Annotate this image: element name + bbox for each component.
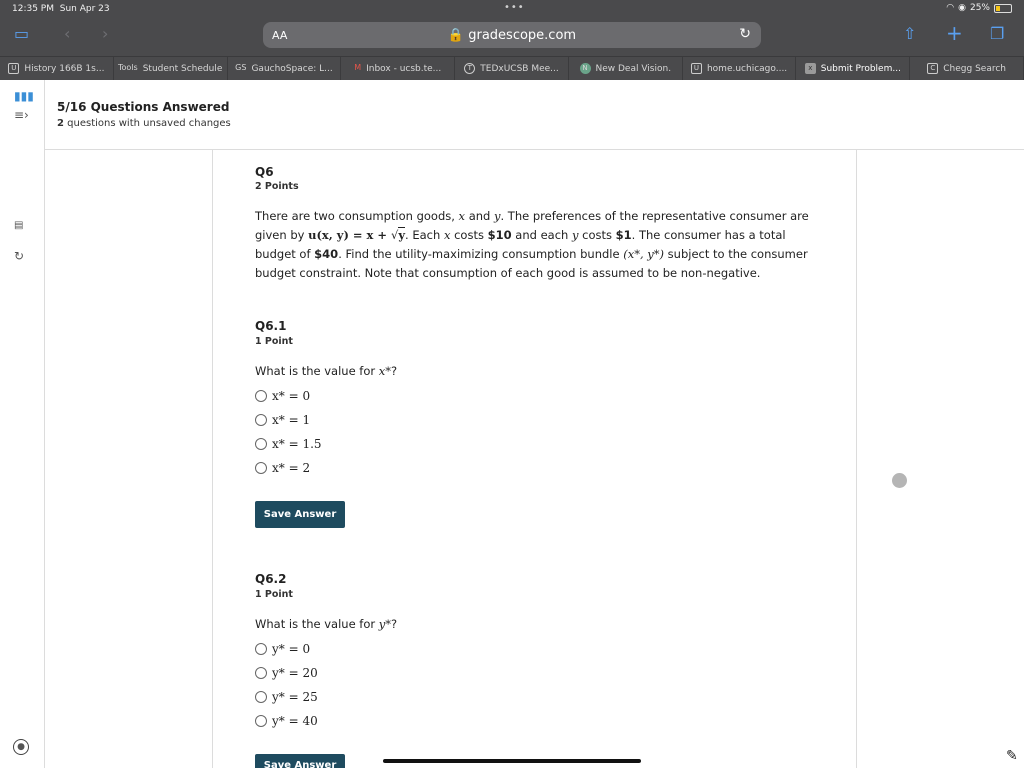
questions-answered: 5/16 Questions Answered — [57, 100, 230, 114]
radio-button[interactable] — [255, 715, 267, 727]
bookmark-student-schedule[interactable]: Tools Student Schedule — [114, 57, 228, 80]
bookmark-icon: GS — [235, 63, 247, 72]
question-panel — [212, 150, 857, 768]
q6-1-prompt: What is the value for x*? — [255, 364, 398, 378]
q6-title: Q6 — [255, 165, 274, 179]
bookmark-gauchospace[interactable]: GS GauchoSpace: L... — [228, 57, 342, 80]
bookmark-icon: Tools — [117, 63, 138, 72]
q6-2-save-button[interactable]: Save Answer — [255, 754, 345, 768]
reload-icon[interactable]: ↻ — [739, 26, 751, 42]
left-rail — [0, 80, 45, 768]
q6-prompt: There are two consumption goods, x and y. The preferences of the representative consumer are given by u(x, y) = x + √y. Each x costs $10 and each y costs $1. The consumer has a total budget of $40. Find the utility-maximizing consumption bundle (x*, y*) subject to the consumer budget constraint. Note that consumption of each good is assumed to be non-negative. — [255, 209, 809, 280]
bookmark-new-deal[interactable]: N New Deal Vision. — [569, 57, 683, 80]
refresh-icon[interactable]: ↻ — [14, 249, 25, 263]
progress-header — [45, 80, 1024, 150]
bookmark-icon: C — [927, 63, 938, 74]
q6-2-option-1[interactable]: y* = 0 — [255, 642, 310, 656]
q6-2-title: Q6.2 — [255, 572, 287, 586]
floating-dot[interactable] — [892, 473, 907, 488]
radio-button[interactable] — [255, 438, 267, 450]
radio-button[interactable] — [255, 643, 267, 655]
radio-button[interactable] — [255, 691, 267, 703]
bookmark-icon: U — [8, 63, 19, 74]
url-text[interactable]: 🔒 gradescope.com — [447, 28, 577, 43]
bookmark-inbox[interactable]: M Inbox - ucsb.te... — [341, 57, 455, 80]
wifi-icon: ◠ — [946, 3, 955, 13]
q6-1-points: 1 Point — [255, 336, 293, 347]
radio-button[interactable] — [255, 390, 267, 402]
reader-aa-button[interactable]: AA — [272, 29, 288, 42]
bookmark-submit-problem[interactable]: x Submit Problem... — [796, 57, 910, 80]
battery-icon — [994, 4, 1012, 13]
bookmark-icon: T — [464, 63, 475, 74]
bookmarks-bar — [0, 56, 1024, 80]
radio-button[interactable] — [255, 667, 267, 679]
address-bar[interactable] — [263, 22, 761, 48]
sidebar-toggle-icon[interactable]: ▭ — [14, 24, 30, 43]
q6-2-prompt: What is the value for y*? — [255, 617, 398, 631]
browser-toolbar — [0, 18, 1024, 56]
q6-1-option-4[interactable]: x* = 2 — [255, 461, 310, 475]
battery-percent: 25% — [969, 3, 990, 13]
pencil-icon: ✎ — [1006, 748, 1018, 764]
bookmark-icon: U — [691, 63, 702, 74]
bar-chart-icon[interactable]: ▮▮▮ — [14, 89, 34, 103]
outline-icon[interactable]: ▤ — [14, 220, 24, 231]
q6-1-option-1[interactable]: x* = 0 — [255, 389, 310, 403]
bookmark-chegg[interactable]: C Chegg Search — [910, 57, 1024, 80]
bookmark-history[interactable]: U History 166B 1s... — [0, 57, 114, 80]
expand-menu-icon[interactable]: ≡› — [14, 108, 29, 122]
status-right — [946, 3, 1012, 13]
q6-points: 2 Points — [255, 181, 299, 192]
q6-1-title: Q6.1 — [255, 319, 287, 333]
q6-1-option-3[interactable]: x* = 1.5 — [255, 437, 322, 451]
account-icon[interactable]: ● — [13, 739, 29, 755]
radio-button[interactable] — [255, 462, 267, 474]
new-tab-icon[interactable]: + — [946, 21, 963, 45]
location-icon: ◉ — [958, 3, 966, 13]
share-icon[interactable]: ⇧ — [903, 24, 917, 43]
bookmark-icon: N — [580, 63, 591, 74]
close-tab-icon[interactable]: x — [805, 63, 816, 74]
status-bar — [0, 0, 1024, 18]
gmail-icon: M — [354, 63, 362, 72]
forward-icon[interactable]: › — [102, 24, 109, 43]
q6-2-option-3[interactable]: y* = 25 — [255, 690, 318, 704]
back-icon[interactable]: ‹ — [64, 24, 71, 43]
tabs-overview-icon[interactable]: ❐ — [990, 24, 1005, 43]
q6-2-points: 1 Point — [255, 589, 293, 600]
status-time: 12:35 PM Sun Apr 23 — [12, 4, 110, 14]
radio-button[interactable] — [255, 414, 267, 426]
q6-1-save-button[interactable]: Save Answer — [255, 501, 345, 528]
bookmark-uchicago[interactable]: U home.uchicago.... — [683, 57, 797, 80]
bookmark-tedxucsb[interactable]: T TEDxUCSB Mee... — [455, 57, 569, 80]
unsaved-changes: 2 questions with unsaved changes — [57, 118, 231, 129]
q6-2-option-4[interactable]: y* = 40 — [255, 714, 318, 728]
q6-1-option-2[interactable]: x* = 1 — [255, 413, 310, 427]
q6-2-option-2[interactable]: y* = 20 — [255, 666, 318, 680]
home-indicator[interactable] — [383, 759, 641, 763]
multitask-dots[interactable]: ••• — [504, 2, 525, 13]
